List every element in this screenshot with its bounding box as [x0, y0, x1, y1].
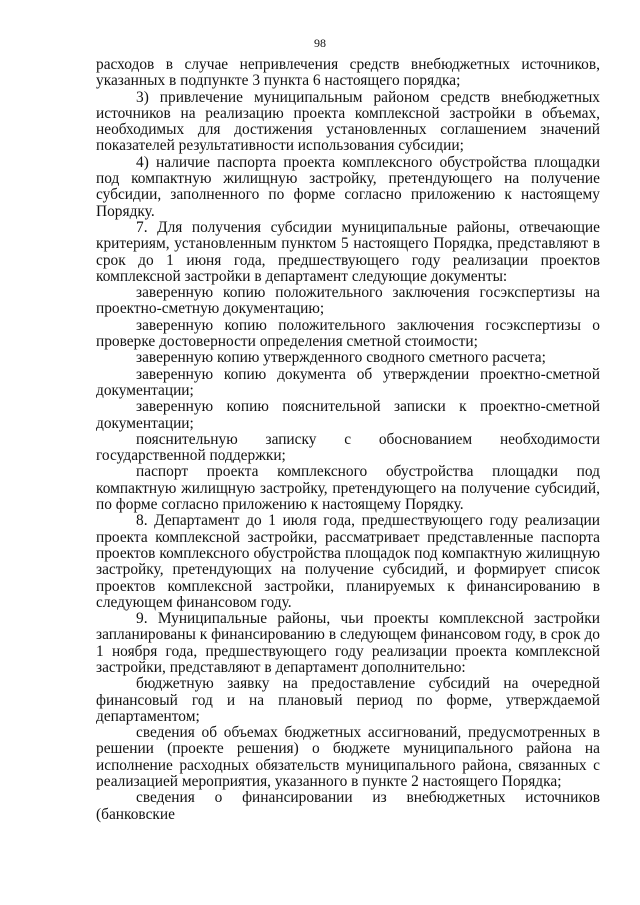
document-body — [96, 57, 600, 823]
paragraph: расходов в случае непривлечения средств внебюджетных источников, указанных в подпункте 3 пункта 6 настоящего порядка; — [96, 56, 600, 90]
paragraph: заверенную копию документа об утверждении проектно-сметной документации; — [96, 365, 600, 399]
paragraph: 3) привлечение муниципальным районом средств внебюджетных источников на реализацию проекта комплексной застройки в объемах, необходимых для достижения установленных соглашением значений показателей результативности использования субсидии; — [96, 88, 600, 155]
paragraph: 9. Муниципальные районы, чьи проекты комплексной застройки запланированы к финансированию в следующем финансовом году, в срок до 1 ноября года, предшествующего году реализации проекта комплексной застройки, представляют в департамент дополнительно: — [96, 610, 600, 676]
page-number: 98 — [314, 36, 326, 50]
paragraph: заверенную копию утвержденного сводного сметного расчета; — [136, 349, 546, 367]
paragraph: сведения об объемах бюджетных ассигнований, предусмотренных в решении (проекте решения) о бюджете муниципального района на исполнение расходных обязательств муниципального района, связанных с реализацией мероприятия, указанного в пункте 2 настоящего Порядка; — [96, 724, 600, 791]
paragraph: заверенную копию положительного заключения госэкспертизы о проверке достоверности определения сметной стоимости; — [96, 316, 600, 351]
paragraph: паспорт проекта комплексного обустройства площадки под компактную жилищную застройку, претендующего на получение субсидий, по форме согласно приложению к настоящему Порядку. — [96, 463, 600, 514]
paragraph: 8. Департамент до 1 июля года, предшествующего году реализации проекта комплексной застройки, рассматривает представленные паспорта проектов комплексного обустройства площадок под компактную жилищную застройку, претендующих на получение субсидий, и формирует список проектов комплексной застройки, планируемых к финансированию в следующем финансовом году. — [96, 512, 600, 611]
paragraph: 7. Для получения субсидии муниципальные районы, отвечающие критериям, установленным пунктом 5 настоящего Порядка, представляют в срок до 1 июня года, предшествующего году реализации проектов комплексной застройки в департамент следующие документы: — [96, 218, 600, 285]
paragraph: сведения о финансировании из внебюджетных источников (банковские — [96, 789, 600, 823]
paragraph: заверенную копию положительного заключения госэкспертизы на проектно-сметную документацию; — [96, 284, 600, 318]
paragraph: пояснительную записку с обоснованием необходимости государственной поддержки; — [96, 430, 600, 465]
paragraph: заверенную копию пояснительной записки к проектно-сметной документации; — [96, 398, 600, 432]
paragraph: бюджетную заявку на предоставление субсидий на очередной финансовый год и на плановый период по форме, утверждаемой департаментом; — [96, 675, 600, 725]
paragraph: 4) наличие паспорта проекта комплексного обустройства площадки под компактную жилищную застройку, претендующего на получение субсидии, заполненного по форме согласно приложению к настоящему Порядку. — [96, 153, 600, 220]
